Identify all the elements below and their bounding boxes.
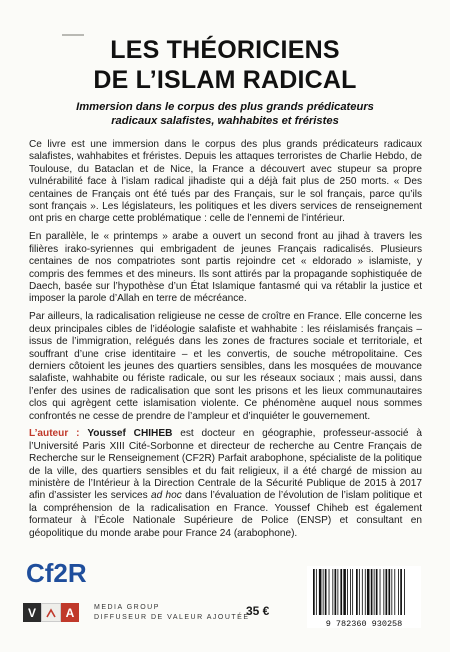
barcode-bar — [316, 569, 317, 615]
barcode-bar — [394, 569, 395, 615]
barcode-bar — [367, 569, 370, 615]
barcode-bar — [350, 569, 351, 615]
book-subtitle — [0, 100, 450, 128]
barcode-bar — [365, 569, 366, 615]
book-title-line-1: LES THÉORICIENS — [110, 36, 340, 64]
barcode-bar — [335, 569, 337, 615]
barcode-bar — [391, 569, 392, 615]
barcode-bar — [329, 569, 330, 615]
subtitle-line-1: Immersion dans le corpus des plus grands prédicateurs — [76, 101, 374, 113]
barcode-bar — [337, 569, 338, 615]
va-logo-arrow-icon — [41, 603, 61, 622]
barcode-bar — [359, 569, 360, 615]
author-text-a: est docteur en géographie, professeur-associé à l’Université Paris XIII Cité-Sorbonne et directeur de recherche au Centre Français de Recherche sur le Renseignement (CF2R) Parfait arabophone, spécialiste de la politique de la ville, des quartiers sensibles et du fait religieux, il a été chargé de mission au ministère de l’Intérieur à la Direction Centrale de la Sécurité Publique de 2015 à 2017 afin d’assister les services — [29, 428, 422, 502]
author-text-italic: ad hoc — [151, 490, 182, 502]
author-name: Youssef CHIHEB — [87, 428, 173, 440]
barcode-bar — [362, 569, 363, 615]
back-cover-text — [29, 139, 422, 546]
media-group-text — [94, 603, 250, 623]
cf2r-logo — [24, 557, 100, 594]
barcode-bar — [332, 569, 333, 615]
va-publisher-logo — [23, 603, 79, 622]
barcode-bar — [404, 569, 405, 615]
media-line-2: DIFFUSEUR DE VALEUR AJOUTÉE — [94, 614, 250, 621]
media-line-1: MEDIA GROUP — [94, 604, 160, 611]
barcode-bar — [388, 569, 390, 615]
barcode-bar — [371, 569, 373, 615]
subtitle-line-2: radicaux salafistes, wahhabites et fréristes — [111, 115, 339, 127]
barcode-bar — [400, 569, 402, 615]
barcode-bar — [343, 569, 346, 615]
barcode-bar — [398, 569, 399, 615]
barcode-bar — [356, 569, 358, 615]
cf2r-logo-text: Cf2R — [26, 558, 87, 588]
author-bio — [29, 428, 422, 540]
paragraph-2: En parallèle, le « printemps » arabe a ouvert un second front au jihad à travers les filières irako-syriennes qui embrigadent de jeunes Français radicalisés. Plusieurs centaines de nos compatriotes sont partis rejoindre cet « eldorado » islamiste, y compris des femmes et des mineurs. Ils sont attirés par la propagande sophistiquée de Daech, basée sur l’hypothèse d’un État Islamique fantasmé qui va rétablir la justice et imposer la parole d’Allah en terre de mécréance. — [29, 231, 422, 305]
va-logo-a: A — [61, 603, 79, 622]
barcode-bar — [340, 569, 342, 615]
author-label: L’auteur : — [29, 428, 80, 440]
paragraph-1: Ce livre est une immersion dans le corpus des plus grands prédicateurs radicaux salafistes, wahhabites et fréristes. Depuis les attaques terroristes de Charlie Hebdo, de Toulouse, du Bataclan et de Nice, la France a découvert avec stupeur sa propre vulnérabilité face à l’islam radical jihadiste qui a déjà fait plus de 250 morts. « Des centaines de Français ont été tués par des Français, sur le sol français, parce qu’ils sont français ». Les législateurs, les politiques et les divers services de renseignement ont pris en charge cette problématique : celle de l’ennemi de l’intérieur. — [29, 139, 422, 225]
paragraph-3: Par ailleurs, la radicalisation religieuse ne cesse de croître en France. Elle concerne les deux principales cibles de l’idéologie salafiste et wahhabite : les réislamisés français – issus de l’immigration, relégués dans les zones de fractures sociale et territoriale, et souffrant d’une crise identitaire – et les convertis, de souche métropolitaine. Ces derniers côtoient les jeunes des quartiers sensibles, dans les mosquées de mouvance salafiste, wahhabite ou fériste radicale, ou sur les réseaux sociaux ; mais aussi, dans l’enfer des usines de radicalisation que sont les prisons et les lieux communautaires clos qui agrègent cette islamisation violente. Ce phénomène auquel nous sommes confrontés ne cesse de prendre de l’ampleur et d’inquiéter le gouvernement. — [29, 311, 422, 422]
barcode-bar — [383, 569, 384, 615]
barcode-bar — [374, 569, 375, 615]
barcode-bar — [313, 569, 315, 615]
barcode-bar — [325, 569, 327, 615]
barcode-bar — [319, 569, 322, 615]
barcode-bar — [386, 569, 388, 615]
barcode-bar — [323, 569, 324, 615]
author-text-b: dans l’évaluation de l’évolution de l’islam politique et la compréhension de la radicalisation en France. Youssef Chiheb est également formateur à l’École Nationale Supérieure de Police (ENSP) et consultant en géopolitique du monde arabe pour France 24 (arabophone). — [29, 490, 423, 539]
isbn-digits: 9 782360 930258 — [325, 619, 403, 628]
barcode-bar — [352, 569, 353, 615]
barcode-bar — [347, 569, 348, 615]
book-title-line-2: DE L’ISLAM RADICAL — [93, 66, 357, 94]
va-logo-v: V — [23, 603, 41, 622]
barcode-bar — [376, 569, 378, 615]
price: 35 € — [246, 604, 270, 618]
isbn-barcode — [307, 566, 421, 628]
barcode-bar — [380, 569, 381, 615]
